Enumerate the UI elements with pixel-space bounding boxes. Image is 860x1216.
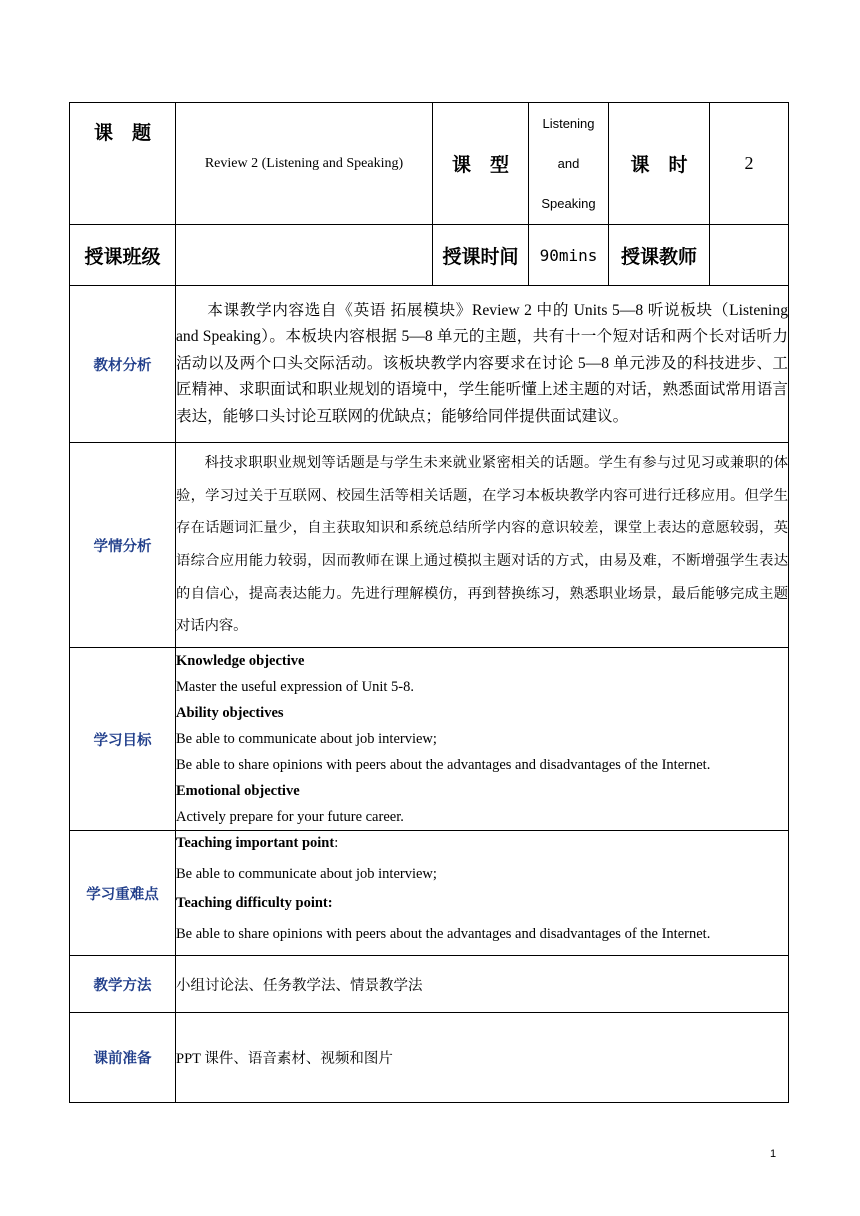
header-row-class <box>70 225 789 286</box>
important-text: Be able to communicate about job interview; <box>176 866 437 882</box>
page-number: 1 <box>770 1148 777 1160</box>
important-line <box>176 831 788 855</box>
difficulty-title: Teaching difficulty point: <box>176 895 333 911</box>
key-points-row <box>70 831 789 956</box>
type-value <box>529 103 609 225</box>
topic-value: Review 2 (Listening and Speaking) <box>176 103 433 225</box>
difficulty-text: Be able to share opinions with peers about the advantages and disadvantages of the Internet. <box>176 926 711 942</box>
knowledge-title: Knowledge objective <box>176 653 305 669</box>
objectives-row <box>70 648 789 831</box>
teacher-value <box>710 225 789 286</box>
header-row-topic <box>70 103 789 225</box>
class-label: 授课班级 <box>70 225 176 286</box>
type-line-3: Speaking <box>541 195 596 211</box>
hours-label: 课 时 <box>609 103 710 225</box>
ability-text-2: Be able to share opinions with peers about the advantages and disadvantages of the Internet. <box>176 757 711 773</box>
topic-label: 课 题 <box>70 103 176 225</box>
material-text: 本课教学内容选自《英语 拓展模块》Review 2 中的 Units 5—8 听说板块（Listening and Speaking）。本板块内容根据 5—8 单元的主题，共有十一个短对话和两个长对话听力活动以及两个口头交际活动。该板块教学内容要求在讨论 5—8 单元涉及的科技进步、工匠精神、求职面试和职业规划的语境中，学生能听懂上述主题的对话，熟悉面试常用语言表达，能够口头讨论互联网的优缺点；能够给同伴提供面试建议。 <box>176 286 789 443</box>
teacher-label: 授课教师 <box>609 225 710 286</box>
objectives-label: 学习目标 <box>70 648 176 831</box>
methods-text: 小组讨论法、任务教学法、情景教学法 <box>176 956 789 1013</box>
methods-label: 教学方法 <box>70 956 176 1013</box>
preparation-text: PPT 课件、语音素材、视频和图片 <box>176 1013 789 1103</box>
emotional-text: Actively prepare for your future career. <box>176 809 404 825</box>
time-label: 授课时间 <box>433 225 529 286</box>
time-value: 90mins <box>529 225 609 286</box>
type-label: 课 型 <box>433 103 529 225</box>
students-label: 学情分析 <box>70 443 176 648</box>
ability-text-1: Be able to communicate about job interview; <box>176 731 437 747</box>
material-label: 教材分析 <box>70 286 176 443</box>
knowledge-text: Master the useful expression of Unit 5-8. <box>176 679 414 695</box>
emotional-title: Emotional objective <box>176 783 300 799</box>
objectives-content <box>176 648 789 831</box>
class-value <box>176 225 433 286</box>
preparation-row <box>70 1013 789 1103</box>
important-title: Teaching important point <box>176 835 335 851</box>
students-row <box>70 443 789 648</box>
type-line-2: and <box>557 155 580 171</box>
key-points-content <box>176 831 789 956</box>
type-line-1: Listening <box>542 115 595 131</box>
students-text: 科技求职职业规划等话题是与学生未来就业紧密相关的话题。学生有参与过见习或兼职的体验，学习过关于互联网、校园生活等相关话题，在学习本板块教学内容可进行迁移应用。但学生存在话题词汇量少，自主获取知识和系统总结所学内容的意识较差，课堂上表达的意愿较弱，英语综合应用能力较弱，因而教师在课上通过模拟主题对话的方式，由易及难，不断增强学生表达的自信心，提高表达能力。先进行理解模仿，再到替换练习，熟悉职业场景，最后能够完成主题对话内容。 <box>176 443 789 648</box>
hours-value: 2 <box>710 103 789 225</box>
lesson-plan-table <box>69 102 789 1103</box>
preparation-label: 课前准备 <box>70 1013 176 1103</box>
ability-title: Ability objectives <box>176 705 284 721</box>
methods-row <box>70 956 789 1013</box>
key-points-label: 学习重难点 <box>70 831 176 956</box>
material-row <box>70 286 789 443</box>
important-colon: : <box>334 835 339 851</box>
